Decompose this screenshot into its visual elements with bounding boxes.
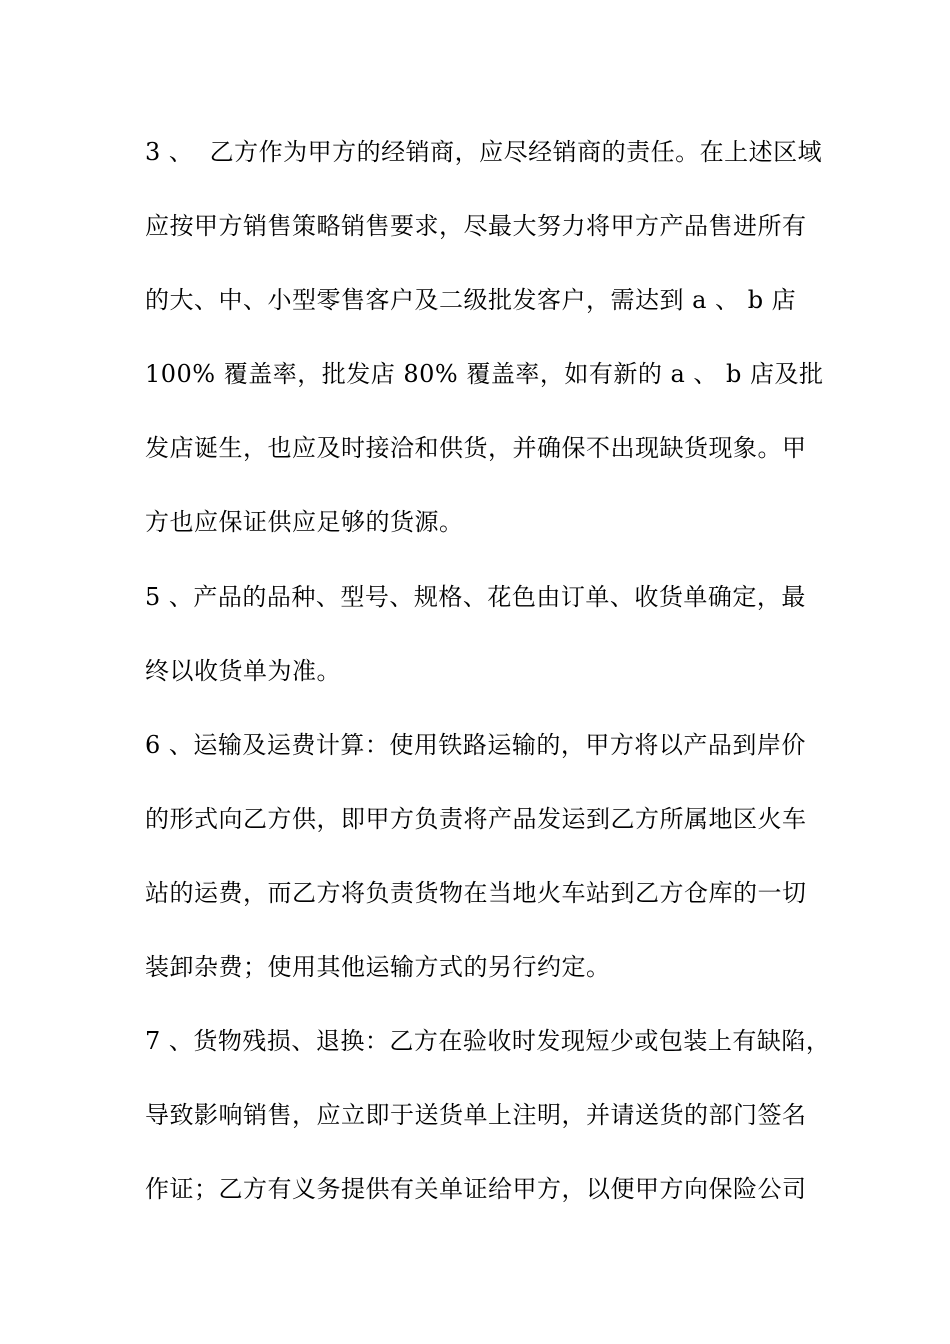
- text-line: 作证；乙方有义务提供有关单证给甲方，以便甲方向保险公司: [145, 1175, 807, 1204]
- text-line: 的形式向乙方供，即甲方负责将产品发运到乙方所属地区火车: [145, 804, 807, 833]
- text-line: 方也应保证供应足够的货源。: [145, 508, 464, 537]
- text-line: 6 、运输及运费计算：使用铁路运输的，甲方将以产品到岸价: [145, 730, 806, 759]
- text-line: 装卸杂费；使用其他运输方式的另行约定。: [145, 953, 611, 982]
- text-line: 100% 覆盖率，批发店 80% 覆盖率，如有新的 a 、 b 店及批: [145, 360, 824, 389]
- text-line: 站的运费，而乙方将负责货物在当地火车站到乙方仓库的一切: [145, 878, 807, 907]
- text-line: 导致影响销售，应立即于送货单上注明，并请送货的部门签名: [145, 1101, 807, 1130]
- text-line: 3 、 乙方作为甲方的经销商，应尽经销商的责任。在上述区域: [145, 138, 823, 166]
- text-line: 5 、产品的品种、型号、规格、花色由订单、收货单确定，最: [145, 582, 806, 611]
- text-line: 的大、中、小型零售客户及二级批发客户，需达到 a 、 b 店: [145, 286, 797, 315]
- text-line: 发店诞生，也应及时接洽和供货，并确保不出现缺货现象。甲: [145, 434, 807, 463]
- text-line: 终以收货单为准。: [145, 656, 341, 685]
- document-body: [145, 131, 845, 1242]
- text-line: 7 、货物残损、退换：乙方在验收时发现短少或包装上有缺陷，: [145, 1027, 831, 1056]
- text-line: 应按甲方销售策略销售要求，尽最大努力将甲方产品售进所有: [145, 212, 807, 241]
